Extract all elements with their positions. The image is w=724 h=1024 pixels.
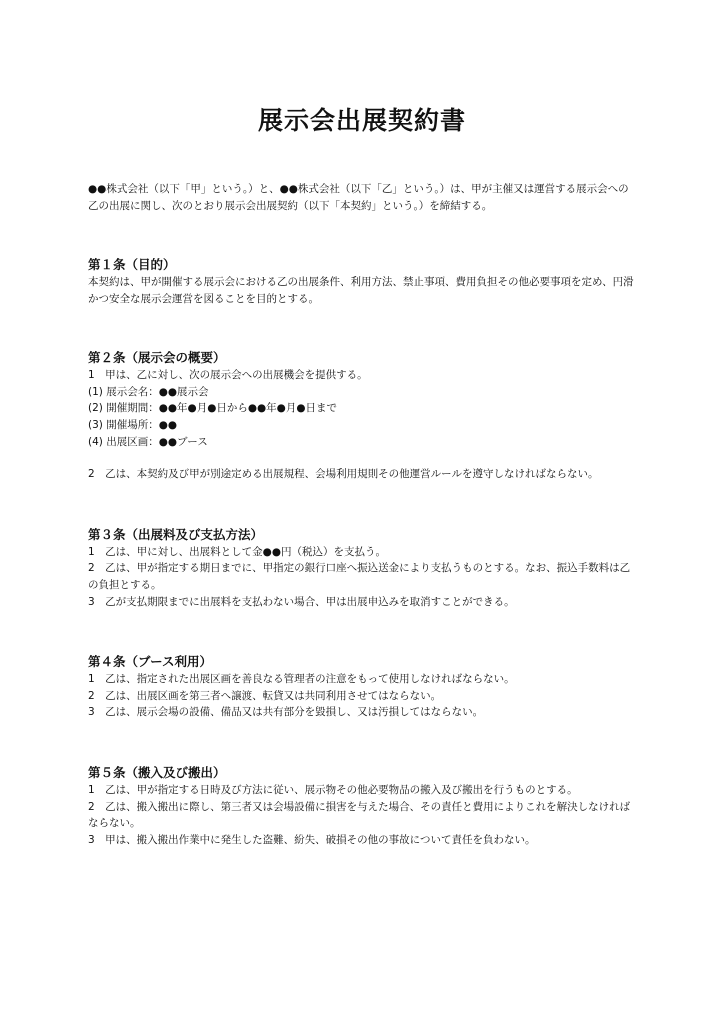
article-heading: 第１条（目的） bbox=[88, 257, 176, 272]
article-body bbox=[88, 367, 636, 483]
article-heading: 第２条（展示会の概要） bbox=[88, 350, 226, 366]
article-paragraph: 2 乙は、出展区画を第三者へ譲渡、転貸又は共同利用させてはならない。 bbox=[88, 689, 442, 702]
article-paragraph: 本契約は、甲が開催する展示会における乙の出展条件、利用方法、禁止事項、費用負担その他必要事項を定め、円滑かつ安全な展示会運営を図ることを目的とする。 bbox=[88, 276, 634, 305]
paragraph-gap bbox=[88, 450, 636, 466]
article-4 bbox=[88, 653, 636, 721]
article-heading: 第４条（ブース利用） bbox=[88, 654, 213, 670]
article-paragraph: 2 乙は、甲が指定する期日までに、甲指定の銀行口座へ振込送金により支払うものとする。なお、振込手数料は乙の負担とする。 bbox=[88, 562, 631, 591]
article-5 bbox=[88, 764, 636, 848]
list-item: (2) 開催期間：●●年●月●日から●●年●月●日まで bbox=[88, 402, 338, 415]
article-body bbox=[88, 782, 636, 848]
article-2 bbox=[88, 349, 636, 483]
article-heading: 第３条（出展料及び支払方法） bbox=[88, 526, 264, 542]
article-1 bbox=[88, 256, 636, 307]
article-body bbox=[88, 671, 636, 721]
article-3 bbox=[88, 526, 636, 610]
article-paragraph: 1 乙は、甲に対し、出展料として金●●円（税込）を支払う。 bbox=[88, 545, 387, 558]
article-paragraph: 2 乙は、本契約及び甲が別途定める出展規程、会場利用規則その他運営ルールを遵守しなければならない。 bbox=[88, 468, 599, 481]
article-paragraph: 1 乙は、甲が指定する日時及び方法に従い、展示物その他必要物品の搬入及び搬出を行うものとする。 bbox=[88, 783, 578, 796]
article-body bbox=[88, 544, 636, 610]
preamble: ●●株式会社（以下「甲」という。）と、●●株式会社（以下「乙」という。）は、甲が主催又は運営する展示会への乙の出展に関し、次のとおり展示会出展契約（以下「本契約」という。）を締結する。 bbox=[88, 183, 629, 212]
article-paragraph: 1 乙は、指定された出展区画を善良なる管理者の注意をもって使用しなければならない。 bbox=[88, 673, 515, 686]
list-item: (4) 出展区画：●●ブース bbox=[88, 435, 208, 448]
article-paragraph: 3 甲は、搬入搬出作業中に発生した盗難、紛失、破損その他の事故について責任を負わない。 bbox=[88, 833, 536, 846]
article-paragraph: 3 乙が支払期限までに出展料を支払わない場合、甲は出展申込みを取消すことができる。 bbox=[88, 595, 515, 608]
article-paragraph: 3 乙は、展示会場の設備、備品又は共有部分を毀損し、又は汚損してはならない。 bbox=[88, 706, 484, 719]
article-body bbox=[88, 274, 636, 307]
article-paragraph: 2 乙は、搬入搬出に際し、第三者又は会場設備に損害を与えた場合、その責任と費用によりこれを解決しなければならない。 bbox=[88, 800, 631, 830]
article-paragraph: 1 甲は、乙に対し、次の展示会への出展機会を提供する。 bbox=[88, 369, 368, 382]
list-item: (3) 開催場所：●● bbox=[88, 418, 178, 431]
document-title: 展示会出展契約書 bbox=[257, 106, 466, 135]
list-item: (1) 展示会名：●●展示会 bbox=[88, 385, 209, 398]
article-heading: 第５条（搬入及び搬出） bbox=[88, 764, 226, 780]
